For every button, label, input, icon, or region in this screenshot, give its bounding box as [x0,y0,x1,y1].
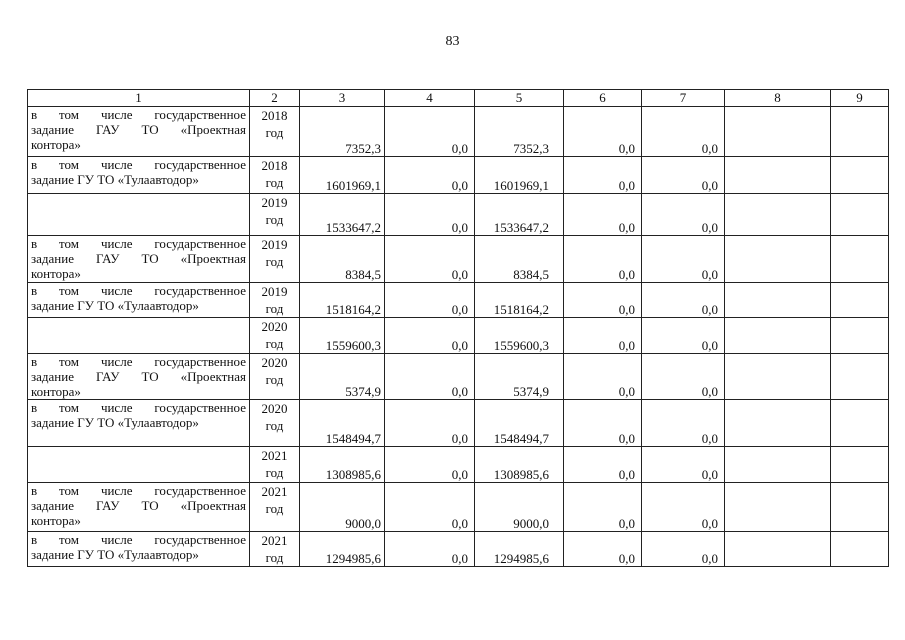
row-description [28,194,250,236]
description-line: контора» [31,513,81,528]
year-unit: год [265,501,284,516]
cell-col-8 [725,354,831,400]
description-line: в том числе государственное [31,236,246,251]
year-unit: год [265,254,284,269]
cell-col-8 [725,157,831,194]
table-row [28,283,889,318]
header-cell: 6 [564,90,642,107]
row-year [250,447,300,483]
cell-col-9 [831,400,889,447]
cell-col-6: 0,0 [564,483,642,532]
cell-col-3: 1533647,2 [300,194,385,236]
row-year [250,483,300,532]
cell-col-8 [725,532,831,567]
cell-col-4: 0,0 [385,107,475,157]
cell-col-9 [831,318,889,354]
row-description [28,483,250,532]
row-year [250,157,300,194]
cell-col-9 [831,107,889,157]
row-description [28,447,250,483]
cell-col-8 [725,483,831,532]
description-line: задание ГУ ТО «Тулаавтодор» [31,298,199,313]
cell-col-7: 0,0 [642,157,725,194]
cell-col-3: 1548494,7 [300,400,385,447]
cell-col-8 [725,447,831,483]
cell-col-9 [831,236,889,283]
description-line: задание ГУ ТО «Тулаавтодор» [31,172,199,187]
description-line: в том числе государственное [31,400,246,415]
row-description [28,318,250,354]
cell-col-5: 1559600,3 [475,318,564,354]
cell-col-8 [725,107,831,157]
header-cell: 7 [642,90,725,107]
description-line: задание ГУ ТО «Тулаавтодор» [31,547,199,562]
cell-col-3: 7352,3 [300,107,385,157]
cell-col-6: 0,0 [564,194,642,236]
cell-col-4: 0,0 [385,532,475,567]
cell-col-3: 1518164,2 [300,283,385,318]
cell-col-7: 0,0 [642,483,725,532]
description-line: в том числе государственное [31,354,246,369]
cell-col-3: 8384,5 [300,236,385,283]
year-unit: год [265,336,284,351]
cell-col-4: 0,0 [385,318,475,354]
cell-col-4: 0,0 [385,194,475,236]
table-row [28,107,889,157]
cell-col-9 [831,157,889,194]
row-description [28,107,250,157]
description-line: в том числе государственное [31,107,246,122]
description-line: задание ГАУ ТО «Проектная [31,369,246,384]
description-line: задание ГАУ ТО «Проектная [31,498,246,513]
table-row [28,157,889,194]
table-row [28,447,889,483]
cell-col-7: 0,0 [642,532,725,567]
cell-col-4: 0,0 [385,354,475,400]
row-year [250,400,300,447]
description-line: задание ГУ ТО «Тулаавтодор» [31,415,199,430]
cell-col-6: 0,0 [564,236,642,283]
row-description [28,354,250,400]
cell-col-7: 0,0 [642,400,725,447]
year-value: 2019 [261,195,288,210]
cell-col-7: 0,0 [642,283,725,318]
cell-col-5: 1601969,1 [475,157,564,194]
cell-col-3: 1601969,1 [300,157,385,194]
description-line: в том числе государственное [31,483,246,498]
row-description [28,283,250,318]
row-year [250,532,300,567]
table-row [28,354,889,400]
cell-col-3: 1308985,6 [300,447,385,483]
year-unit: год [265,418,284,433]
year-unit: год [265,372,284,387]
description-line: контора» [31,137,81,152]
cell-col-7: 0,0 [642,447,725,483]
year-value: 2020 [261,401,288,416]
description-line: задание ГАУ ТО «Проектная [31,251,246,266]
cell-col-8 [725,194,831,236]
table-row [28,236,889,283]
cell-col-5: 1548494,7 [475,400,564,447]
cell-col-9 [831,283,889,318]
year-value: 2021 [261,448,288,463]
row-year [250,107,300,157]
year-unit: год [265,212,284,227]
header-cell: 9 [831,90,889,107]
cell-col-8 [725,236,831,283]
cell-col-5: 1533647,2 [475,194,564,236]
cell-col-9 [831,483,889,532]
header-cell: 2 [250,90,300,107]
cell-col-3: 5374,9 [300,354,385,400]
header-cell: 3 [300,90,385,107]
cell-col-6: 0,0 [564,354,642,400]
description-line: задание ГАУ ТО «Проектная [31,122,246,137]
year-value: 2019 [261,237,288,252]
cell-col-5: 7352,3 [475,107,564,157]
table-body [28,107,889,567]
row-description [28,157,250,194]
cell-col-4: 0,0 [385,400,475,447]
cell-col-7: 0,0 [642,107,725,157]
cell-col-9 [831,532,889,567]
table-row [28,483,889,532]
description-line: контора» [31,266,81,281]
year-unit: год [265,125,284,140]
cell-col-6: 0,0 [564,400,642,447]
description-line: контора» [31,384,81,399]
cell-col-9 [831,447,889,483]
year-value: 2019 [261,284,288,299]
row-description [28,400,250,447]
cell-col-7: 0,0 [642,354,725,400]
row-year [250,194,300,236]
row-year [250,354,300,400]
year-unit: год [265,550,284,565]
header-row [28,90,889,107]
page-number: 83 [445,34,460,49]
year-unit: год [265,175,284,190]
description-line: в том числе государственное [31,157,246,172]
table-row [28,532,889,567]
cell-col-5: 1308985,6 [475,447,564,483]
year-value: 2018 [261,158,288,173]
row-year [250,236,300,283]
cell-col-4: 0,0 [385,236,475,283]
cell-col-6: 0,0 [564,447,642,483]
cell-col-8 [725,283,831,318]
year-unit: год [265,301,284,316]
cell-col-3: 9000,0 [300,483,385,532]
row-year [250,318,300,354]
header-cell: 5 [475,90,564,107]
table-row [28,194,889,236]
header-cell: 8 [725,90,831,107]
cell-col-5: 1518164,2 [475,283,564,318]
year-value: 2021 [261,484,288,499]
cell-col-9 [831,194,889,236]
cell-col-7: 0,0 [642,318,725,354]
cell-col-3: 1559600,3 [300,318,385,354]
cell-col-6: 0,0 [564,532,642,567]
cell-col-9 [831,354,889,400]
cell-col-8 [725,318,831,354]
cell-col-5: 9000,0 [475,483,564,532]
row-description [28,532,250,567]
header-cell: 1 [28,90,250,107]
cell-col-5: 5374,9 [475,354,564,400]
year-value: 2021 [261,533,288,548]
description-line: в том числе государственное [31,532,246,547]
cell-col-6: 0,0 [564,318,642,354]
cell-col-6: 0,0 [564,107,642,157]
table-row [28,318,889,354]
year-value: 2018 [261,108,288,123]
cell-col-5: 8384,5 [475,236,564,283]
cell-col-5: 1294985,6 [475,532,564,567]
cell-col-7: 0,0 [642,236,725,283]
cell-col-8 [725,400,831,447]
year-unit: год [265,465,284,480]
year-value: 2020 [261,319,288,334]
description-line: в том числе государственное [31,283,246,298]
budget-table [27,89,889,567]
cell-col-4: 0,0 [385,157,475,194]
cell-col-4: 0,0 [385,283,475,318]
year-value: 2020 [261,355,288,370]
cell-col-3: 1294985,6 [300,532,385,567]
cell-col-4: 0,0 [385,447,475,483]
header-cell: 4 [385,90,475,107]
row-description [28,236,250,283]
table-row [28,400,889,447]
cell-col-6: 0,0 [564,283,642,318]
row-year [250,283,300,318]
cell-col-4: 0,0 [385,483,475,532]
cell-col-6: 0,0 [564,157,642,194]
cell-col-7: 0,0 [642,194,725,236]
